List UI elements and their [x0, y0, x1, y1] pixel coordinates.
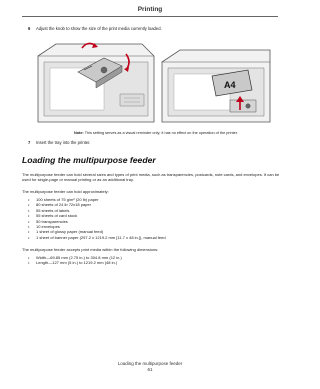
dimensions-list [28, 255, 122, 266]
list-item: • 100 sheets of 75 g/m² (20 lb) paper [28, 197, 166, 202]
page-header-title: Printing [137, 6, 163, 13]
section-heading: Loading the multipurpose feeder [22, 155, 156, 165]
header-divider [22, 16, 278, 17]
page-number: 61 [147, 367, 153, 372]
note [74, 131, 238, 135]
step-7-text: Insert the tray into the printer. [36, 140, 91, 145]
note-prefix: Note: [74, 131, 84, 135]
list-item: • 1 sheet of glossy paper (manual feed) [28, 229, 166, 234]
capacity-list [28, 197, 166, 240]
section-intro-paragraph: The multipurpose feeder can hold several sizes and types of print media, such as transparencies, postcards, note cards, and envelopes. It can be used for single-page or manual printing or as an additional tray. [22, 172, 280, 183]
list-item: • Width—69.85 mm (2.75 in.) to 304.8 mm (12 in.) [28, 255, 122, 260]
paper-tray-illustration [34, 36, 274, 126]
note-text: This setting serves as a visual reminder only; it has no effect on the operation of the printer. [83, 131, 238, 135]
footer-title: Loading the multipurpose feeder [117, 361, 183, 366]
list-item: • 80 sheets of 24 lb 72x18 paper [28, 202, 166, 207]
tray-left-view [38, 43, 154, 122]
list-item: • Length—127 mm (5 in.) to 1219.2 mm (48 in.) [28, 260, 122, 265]
list-item: • 55 sheets of card stock [28, 213, 166, 218]
dimensions-intro: The multipurpose feeder accepts print media within the following dimensions: [22, 247, 159, 252]
step-6 [28, 26, 278, 32]
list-item: • 50 transparencies [28, 219, 166, 224]
list-item: • 10 envelopes [28, 224, 166, 229]
capacity-intro: The multipurpose feeder can hold approximately: [22, 189, 109, 194]
step-6-number: 6 [28, 26, 31, 31]
page-footer [0, 361, 300, 373]
step-6-text: Adjust the knob to show the size of the print media currently loaded. [36, 26, 162, 31]
list-item: • 1 sheet of banner paper (297.2 x 1219.2 mm [11.7 x 48 in.]), manual feed [28, 235, 166, 240]
tray-right-view [162, 50, 270, 122]
step-7 [28, 140, 278, 146]
step-7-number: 7 [28, 140, 31, 145]
tray-size-label: A4 [224, 80, 236, 90]
list-item: • 55 sheets of labels [28, 208, 166, 213]
